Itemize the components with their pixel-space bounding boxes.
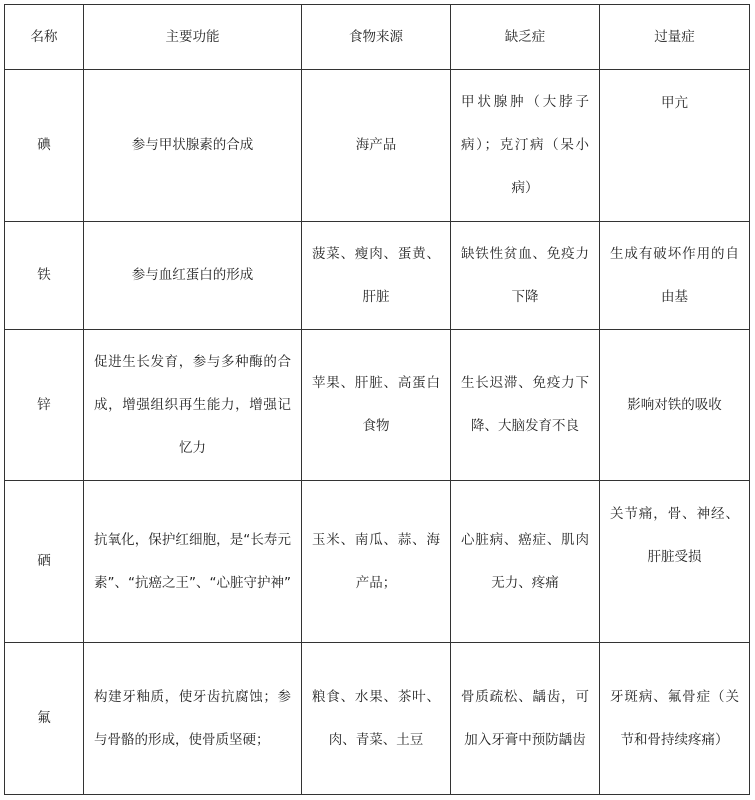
element-excess: 生成有破坏作用的自由基 bbox=[600, 222, 750, 330]
table-row bbox=[5, 643, 750, 795]
element-function: 构建牙釉质，使牙齿抗腐蚀；参与骨骼的形成，使骨质坚硬； bbox=[84, 643, 302, 795]
header-function: 主要功能 bbox=[84, 5, 302, 70]
element-deficiency: 心脏病、癌症、肌肉无力、疼痛 bbox=[451, 481, 600, 643]
table-row bbox=[5, 70, 750, 222]
element-food: 粮食、水果、茶叶、肉、青菜、土豆 bbox=[302, 643, 451, 795]
element-deficiency: 生长迟滞、免疫力下降、大脑发育不良 bbox=[451, 330, 600, 481]
element-name: 铁 bbox=[5, 222, 84, 330]
element-function: 参与血红蛋白的形成 bbox=[84, 222, 302, 330]
table-header-row bbox=[5, 5, 750, 70]
header-name: 名称 bbox=[5, 5, 84, 70]
element-food: 海产品 bbox=[302, 70, 451, 222]
nutrition-table bbox=[4, 4, 750, 795]
table-row bbox=[5, 222, 750, 330]
header-excess: 过量症 bbox=[600, 5, 750, 70]
table-row bbox=[5, 481, 750, 643]
element-food: 苹果、肝脏、高蛋白食物 bbox=[302, 330, 451, 481]
element-excess: 甲亢 bbox=[600, 70, 750, 222]
element-name: 硒 bbox=[5, 481, 84, 643]
element-excess: 关节痛，骨、神经、肝脏受损 bbox=[600, 481, 750, 643]
header-food: 食物来源 bbox=[302, 5, 451, 70]
element-name: 氟 bbox=[5, 643, 84, 795]
element-excess: 影响对铁的吸收 bbox=[600, 330, 750, 481]
element-function: 参与甲状腺素的合成 bbox=[84, 70, 302, 222]
table-row bbox=[5, 330, 750, 481]
element-name: 碘 bbox=[5, 70, 84, 222]
header-deficiency: 缺乏症 bbox=[451, 5, 600, 70]
element-food: 菠菜、瘦肉、蛋黄、肝脏 bbox=[302, 222, 451, 330]
element-deficiency: 缺铁性贫血、免疫力下降 bbox=[451, 222, 600, 330]
element-function: 抗氧化，保护红细胞，是“长寿元素”、“抗癌之王”、“心脏守护神” bbox=[84, 481, 302, 643]
element-deficiency: 骨质疏松、龋齿，可加入牙膏中预防龋齿 bbox=[451, 643, 600, 795]
element-deficiency: 甲状腺肿（大脖子病）；克汀病（呆小病） bbox=[451, 70, 600, 222]
element-name: 锌 bbox=[5, 330, 84, 481]
element-food: 玉米、南瓜、蒜、海产品； bbox=[302, 481, 451, 643]
element-function: 促进生长发育，参与多种酶的合成，增强组织再生能力，增强记忆力 bbox=[84, 330, 302, 481]
element-excess: 牙斑病、氟骨症（关节和骨持续疼痛） bbox=[600, 643, 750, 795]
